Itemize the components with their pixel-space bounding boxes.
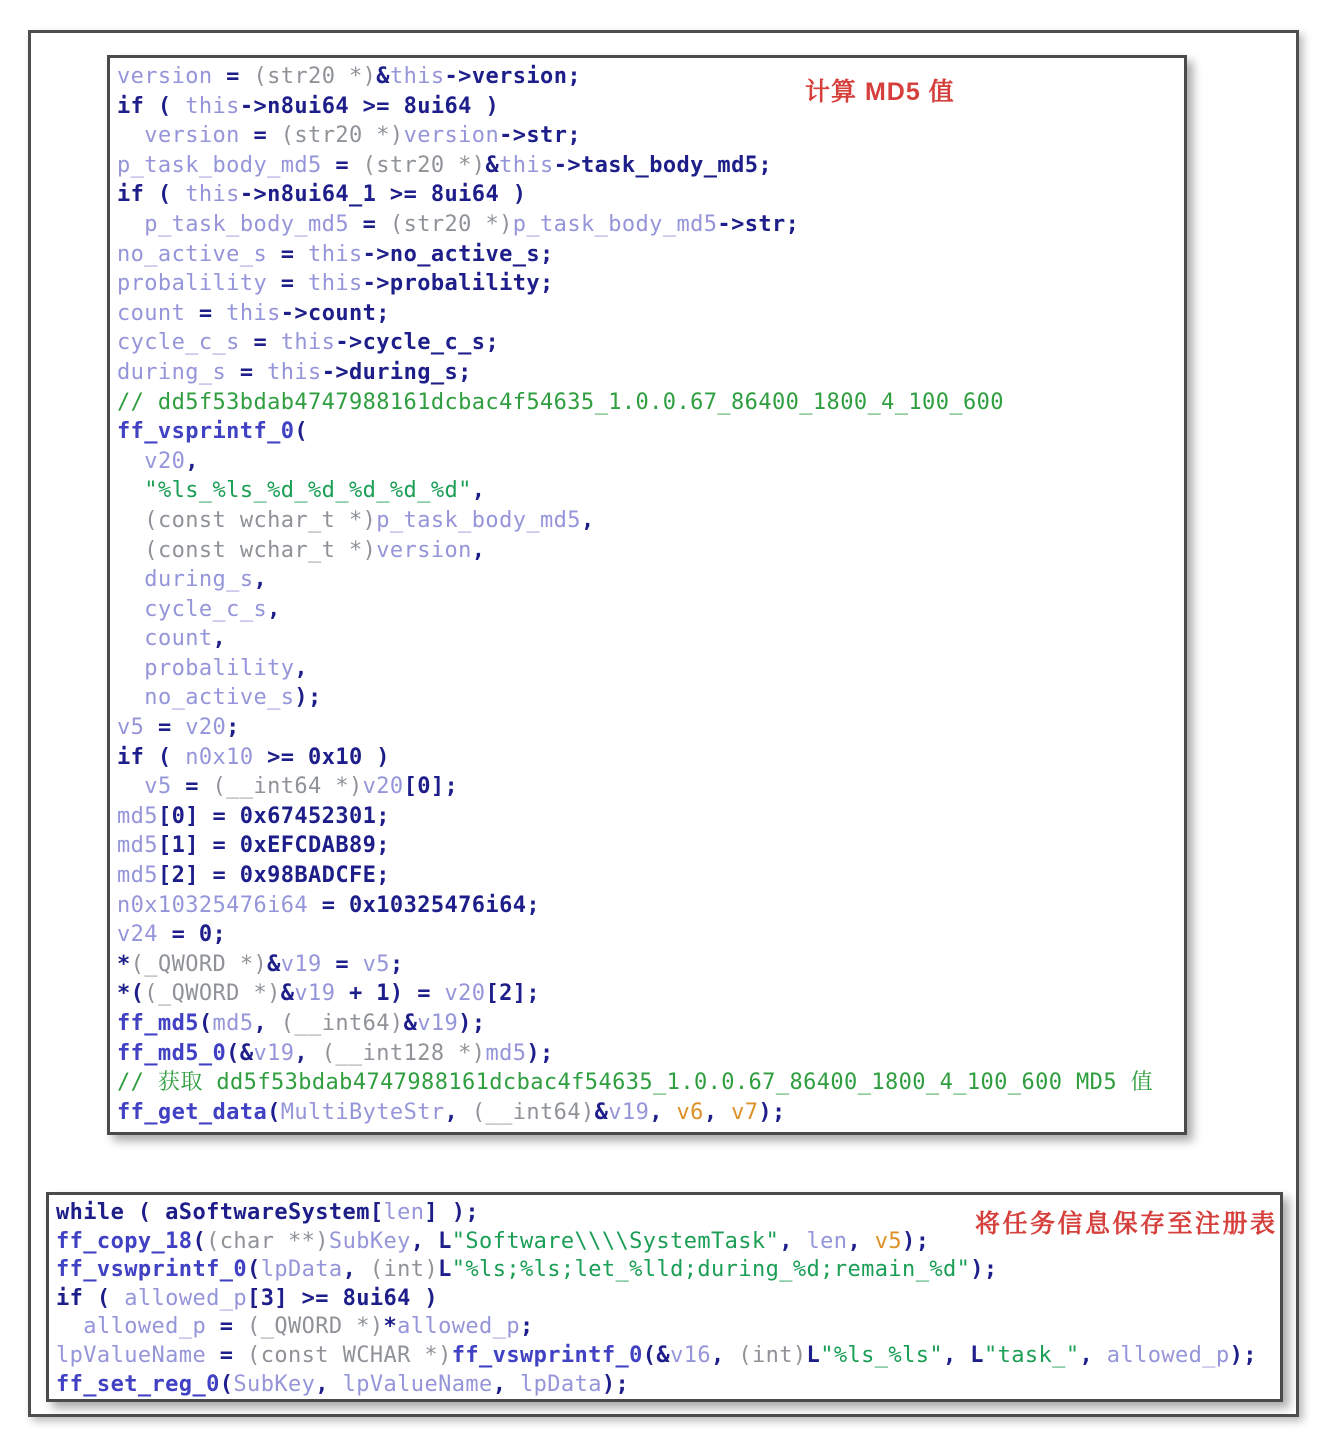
code-token-default: ->n8ui64 >= 8ui64 ) (239, 93, 500, 119)
code-token-type: (__int64) (471, 1099, 595, 1125)
code-token-type: (char **) (206, 1228, 329, 1254)
code-line (117, 240, 1184, 270)
code-token-variable: lpData (260, 1257, 343, 1283)
code-token-default: ->str; (499, 123, 581, 149)
code-token-default (117, 626, 144, 651)
code-token-default: [2]; (485, 981, 541, 1007)
code-token-default: , L (410, 1228, 452, 1254)
code-token-variable: version (144, 123, 240, 149)
code-token-orange: v5 (874, 1228, 903, 1254)
code-line (117, 1009, 1184, 1039)
code-token-default: & (403, 1011, 418, 1036)
code-line (117, 654, 1184, 684)
code-block-md5 (107, 55, 1187, 1135)
code-token-default: ); (294, 685, 322, 711)
code-token-variable: p_task_body_md5 (144, 211, 349, 237)
code-token-default: L (806, 1342, 821, 1368)
code-token-default: , (185, 448, 199, 474)
code-token-default (117, 212, 144, 237)
code-line (117, 417, 1184, 447)
code-line (117, 536, 1184, 566)
code-token-variable: during_s (117, 359, 227, 385)
code-line (117, 210, 1184, 240)
code-token-type: (str20 *) (280, 123, 404, 149)
code-line (117, 1098, 1184, 1128)
code-line (117, 772, 1184, 802)
code-line (117, 62, 1184, 92)
code-token-default: , (703, 1099, 732, 1125)
code-token-default: , (294, 655, 309, 681)
code-token-variable: lpValueName (342, 1371, 493, 1397)
code-token-variable: version (376, 537, 472, 563)
code-line (117, 121, 1184, 151)
code-token-default: *( (117, 981, 145, 1007)
code-token-type: (int) (369, 1257, 439, 1283)
code-token-default: if ( (117, 744, 186, 770)
code-line (117, 92, 1184, 122)
code-token-variable: this (267, 359, 322, 385)
code-token-variable: this (280, 330, 336, 356)
code-line (56, 1371, 1280, 1400)
code-token-default: * (383, 1314, 398, 1340)
code-token-type: (__int64) (280, 1011, 404, 1036)
code-line (117, 743, 1184, 773)
code-token-variable: md5 (117, 833, 158, 859)
code-token-default: ( (267, 1099, 281, 1125)
code-token-type: (int) (738, 1342, 807, 1368)
code-line (117, 979, 1184, 1009)
code-token-variable: version (117, 64, 213, 89)
code-token-variable: v24 (117, 922, 158, 948)
code-token-string: "%ls;%ls;let_%lld;during_%d;remain_%d" (451, 1257, 971, 1283)
code-token-default: ); (526, 1040, 554, 1066)
code-token-function: ff_get_data (117, 1099, 268, 1125)
code-line (117, 1068, 1184, 1098)
code-line (117, 358, 1184, 388)
code-token-variable: p_task_body_md5 (117, 152, 322, 178)
code-token-default: ; (226, 715, 240, 741)
code-token-variable: v19 (253, 1040, 295, 1066)
code-token-default: = (239, 123, 281, 149)
code-token-default: = (144, 715, 186, 741)
code-token-default: (& (642, 1342, 671, 1368)
code-token-variable: cycle_c_s (144, 596, 268, 622)
code-token-variable: p_task_body_md5 (512, 211, 718, 237)
code-token-variable: v19 (280, 951, 322, 977)
annotation-md5-note: 计算 MD5 值 (805, 78, 955, 106)
code-token-default (117, 567, 144, 592)
code-token-default: * (117, 951, 131, 977)
code-line (117, 624, 1184, 654)
code-token-default: = (212, 64, 254, 89)
code-token-default (117, 478, 144, 503)
code-line (117, 447, 1184, 477)
code-token-default: >= 0x10 ) (253, 744, 390, 770)
code-line (56, 1228, 1280, 1257)
code-token-variable: v19 (608, 1099, 650, 1125)
code-token-default (117, 685, 144, 710)
code-token-default (56, 1314, 83, 1339)
code-token-default: ); (758, 1099, 786, 1125)
code-token-variable: SubKey (328, 1228, 411, 1254)
code-line (117, 1039, 1184, 1069)
code-token-default: if ( (117, 93, 186, 119)
code-token-default: ->version; (444, 64, 581, 89)
code-line (56, 1313, 1280, 1342)
code-token-default: ; (389, 951, 404, 977)
code-token-variable: v5 (144, 774, 172, 800)
code-line (117, 831, 1184, 861)
code-token-variable: v20 (362, 774, 404, 800)
code-token-variable: v20 (444, 981, 486, 1007)
code-token-comment: // 获取 dd5f53bdab4747988161dcbac4f54635_1.0.0.67_86400_1800_4_100_600 MD5 值 (117, 1070, 1154, 1096)
code-token-default: = (267, 241, 309, 267)
pseudocode-md5 (110, 58, 1184, 1132)
code-token-default: = (206, 1342, 248, 1368)
code-token-default: , (342, 1257, 370, 1283)
code-token-variable: no_active_s (117, 241, 268, 267)
code-token-variable: probalility (117, 271, 268, 297)
code-token-default: , (711, 1342, 739, 1368)
code-token-function: ff_md5 (117, 1011, 199, 1036)
code-token-default: if ( (56, 1285, 125, 1311)
code-token-default: (& (226, 1040, 254, 1066)
code-token-default: , (294, 1040, 322, 1066)
code-token-variable: v19 (294, 981, 336, 1007)
code-token-default: , (1079, 1342, 1107, 1368)
code-token-default: while ( aSoftwareSystem[ (56, 1200, 384, 1225)
code-token-default: & (280, 981, 295, 1007)
code-token-default: , (444, 1099, 472, 1125)
code-token-variable: this (499, 152, 554, 178)
code-token-string: "Software\\\\SystemTask" (451, 1228, 780, 1254)
code-token-default: = (206, 1314, 248, 1340)
code-token-variable: during_s (144, 567, 254, 593)
code-token-default: ( (294, 419, 309, 445)
code-token-comment: // dd5f53bdab4747988161dcbac4f54635_1.0.0.67_86400_1800_4_100_600 (117, 389, 1004, 415)
code-token-variable: SubKey (233, 1371, 316, 1397)
code-token-variable: count (117, 300, 186, 326)
code-token-type: (__int128 *) (321, 1040, 486, 1066)
code-token-type: (const WCHAR *) (247, 1342, 452, 1368)
code-line (117, 861, 1184, 891)
code-line (117, 891, 1184, 921)
code-token-default: [1] = 0xEFCDAB89; (157, 833, 390, 859)
code-token-string: "%ls_%ls" (820, 1342, 944, 1368)
code-line (117, 802, 1184, 832)
code-line (117, 713, 1184, 743)
pseudocode-registry (49, 1195, 1280, 1399)
code-token-default: = (348, 211, 390, 237)
code-token-default: ( (192, 1228, 207, 1254)
code-token-default: [0]; (403, 774, 459, 800)
code-line (117, 180, 1184, 210)
code-token-variable: this (185, 93, 240, 119)
code-token-default: ->str; (717, 211, 800, 237)
code-token-function: ff_vswprintf_0 (56, 1257, 248, 1283)
code-token-default (117, 656, 144, 681)
screenshot-frame (28, 30, 1299, 1417)
code-token-variable: this (389, 64, 445, 89)
code-token-type: (__int64 *) (212, 774, 363, 800)
code-token-default: & (594, 1099, 609, 1125)
code-token-variable: md5 (117, 863, 158, 889)
code-token-default: [3] >= 8ui64 ) (247, 1285, 439, 1311)
code-token-default: ->count; (280, 300, 390, 326)
code-token-default: , (253, 1011, 281, 1036)
code-token-string: "task_" (983, 1342, 1080, 1368)
code-token-default: ->no_active_s; (362, 241, 554, 267)
code-token-default (117, 538, 144, 563)
code-token-default: & (376, 64, 390, 89)
code-token-default: , (471, 537, 486, 563)
code-token-function: ff_copy_18 (56, 1228, 193, 1254)
code-token-variable: MultiByteStr (280, 1099, 445, 1125)
code-token-type: (str20 *) (389, 211, 513, 237)
code-line (117, 151, 1184, 181)
code-token-default: if ( (117, 182, 186, 208)
code-token-variable: len (383, 1200, 425, 1225)
code-token-type: (str20 *) (362, 152, 486, 178)
code-token-type: (const wchar_t *) (144, 507, 377, 533)
code-token-variable: this (226, 300, 281, 326)
code-token-default: ); (601, 1371, 630, 1397)
code-token-default: , (315, 1371, 343, 1397)
code-token-variable: md5 (117, 803, 158, 829)
code-token-variable: this (308, 241, 363, 267)
code-token-default: = (239, 330, 281, 356)
code-token-variable: count (144, 626, 213, 652)
code-token-default (117, 597, 144, 622)
code-token-orange: v7 (731, 1099, 759, 1125)
code-token-type: (_QWORD *) (144, 981, 281, 1007)
code-token-string: "%ls_%ls_%d_%d_%d_%d_%d" (144, 478, 472, 504)
code-token-type: (const wchar_t *) (144, 537, 377, 563)
code-token-default (117, 123, 144, 148)
code-line (117, 269, 1184, 299)
code-token-variable: p_task_body_md5 (376, 507, 581, 533)
code-token-default: , (492, 1371, 520, 1397)
code-line (117, 683, 1184, 713)
code-token-default: ); (902, 1228, 930, 1254)
code-line (56, 1256, 1280, 1285)
code-token-default: & (485, 152, 500, 178)
code-token-default: ( (198, 1011, 213, 1036)
code-token-function: ff_set_reg_0 (56, 1371, 220, 1397)
code-token-variable: this (308, 271, 363, 297)
code-token-default: = (226, 359, 268, 385)
code-token-default: = 0; (157, 922, 227, 948)
code-line (56, 1199, 1280, 1228)
code-token-default (117, 508, 144, 533)
code-token-variable: v20 (144, 448, 186, 474)
code-token-default: ); (458, 1011, 486, 1036)
code-token-default: ] ); (424, 1200, 480, 1225)
code-token-variable: v16 (670, 1342, 712, 1368)
code-token-function: ff_md5_0 (117, 1040, 227, 1066)
code-token-default: , L (943, 1342, 984, 1368)
code-line (117, 595, 1184, 625)
code-token-variable: v5 (117, 715, 145, 741)
code-token-default: L (438, 1257, 452, 1283)
code-token-default: ); (1229, 1342, 1257, 1368)
code-token-default: ( (247, 1257, 261, 1283)
code-token-default: , (847, 1228, 875, 1254)
code-token-default: ->probalility; (362, 271, 554, 297)
code-token-default: , (253, 567, 268, 593)
code-token-default: , (267, 596, 281, 622)
code-line (117, 388, 1184, 418)
code-token-function: ff_vswprintf_0 (451, 1342, 643, 1368)
code-token-type: (_QWORD *) (130, 951, 268, 977)
code-token-variable: allowed_p (1106, 1342, 1230, 1368)
code-token-variable: n0x10 (185, 744, 254, 770)
code-token-default: & (267, 951, 281, 977)
code-line (117, 328, 1184, 358)
code-token-default: , (212, 626, 227, 652)
code-token-variable: md5 (212, 1011, 254, 1036)
code-token-default: , (649, 1099, 677, 1125)
code-token-default: = (267, 271, 309, 297)
code-line (117, 506, 1184, 536)
annotation-registry-note: 将任务信息保存至注册表 (975, 1210, 1278, 1238)
code-token-default: ( (219, 1371, 234, 1397)
code-token-default: [0] = 0x67452301; (157, 803, 390, 829)
code-token-default: = (321, 152, 363, 178)
code-token-type: (str20 *) (253, 64, 377, 89)
code-token-variable: n0x10325476i64 (117, 892, 309, 918)
code-token-function: ff_vsprintf_0 (117, 419, 295, 445)
code-token-variable: allowed_p (83, 1314, 207, 1340)
code-token-default: , (471, 478, 486, 504)
code-line (117, 565, 1184, 595)
code-token-variable: allowed_p (397, 1314, 520, 1340)
code-line (117, 299, 1184, 329)
code-token-default: ; (519, 1314, 534, 1340)
code-token-variable: no_active_s (144, 685, 295, 711)
code-token-default: , (580, 507, 595, 533)
code-token-variable: probalility (144, 655, 295, 681)
code-token-variable: cycle_c_s (117, 330, 240, 356)
code-token-variable: allowed_p (124, 1285, 248, 1311)
code-token-variable: v5 (362, 951, 390, 977)
code-token-default: ->during_s; (321, 359, 472, 385)
code-line (117, 950, 1184, 980)
code-token-variable: v20 (185, 715, 227, 741)
code-token-variable: md5 (485, 1040, 527, 1066)
code-token-default (117, 449, 144, 474)
code-token-variable: this (185, 182, 240, 208)
code-block-registry (46, 1192, 1283, 1402)
code-token-default: [2] = 0x98BADCFE; (157, 863, 390, 889)
code-token-default: = 0x10325476i64; (308, 892, 541, 918)
code-line (117, 476, 1184, 506)
code-token-default: = (185, 300, 227, 326)
code-line (56, 1342, 1280, 1371)
code-token-default: = (321, 951, 363, 977)
code-token-variable: lpValueName (56, 1342, 207, 1368)
code-token-variable: version (403, 123, 500, 149)
code-token-default (117, 774, 144, 799)
code-token-variable: len (806, 1228, 848, 1254)
code-token-default: = (171, 774, 213, 800)
code-token-default: ->n8ui64_1 >= 8ui64 ) (239, 182, 527, 208)
code-token-default: ->cycle_c_s; (335, 330, 500, 356)
code-token-type: (_QWORD *) (247, 1314, 384, 1340)
code-token-variable: v19 (417, 1011, 459, 1036)
code-token-variable: lpData (519, 1371, 602, 1397)
code-line (56, 1285, 1280, 1314)
code-line (117, 920, 1184, 950)
code-token-default: , (779, 1228, 807, 1254)
code-token-default: ->task_body_md5; (553, 152, 773, 178)
code-token-orange: v6 (676, 1099, 704, 1125)
code-token-default: ); (970, 1257, 998, 1283)
code-token-default: + 1) = (335, 981, 445, 1007)
